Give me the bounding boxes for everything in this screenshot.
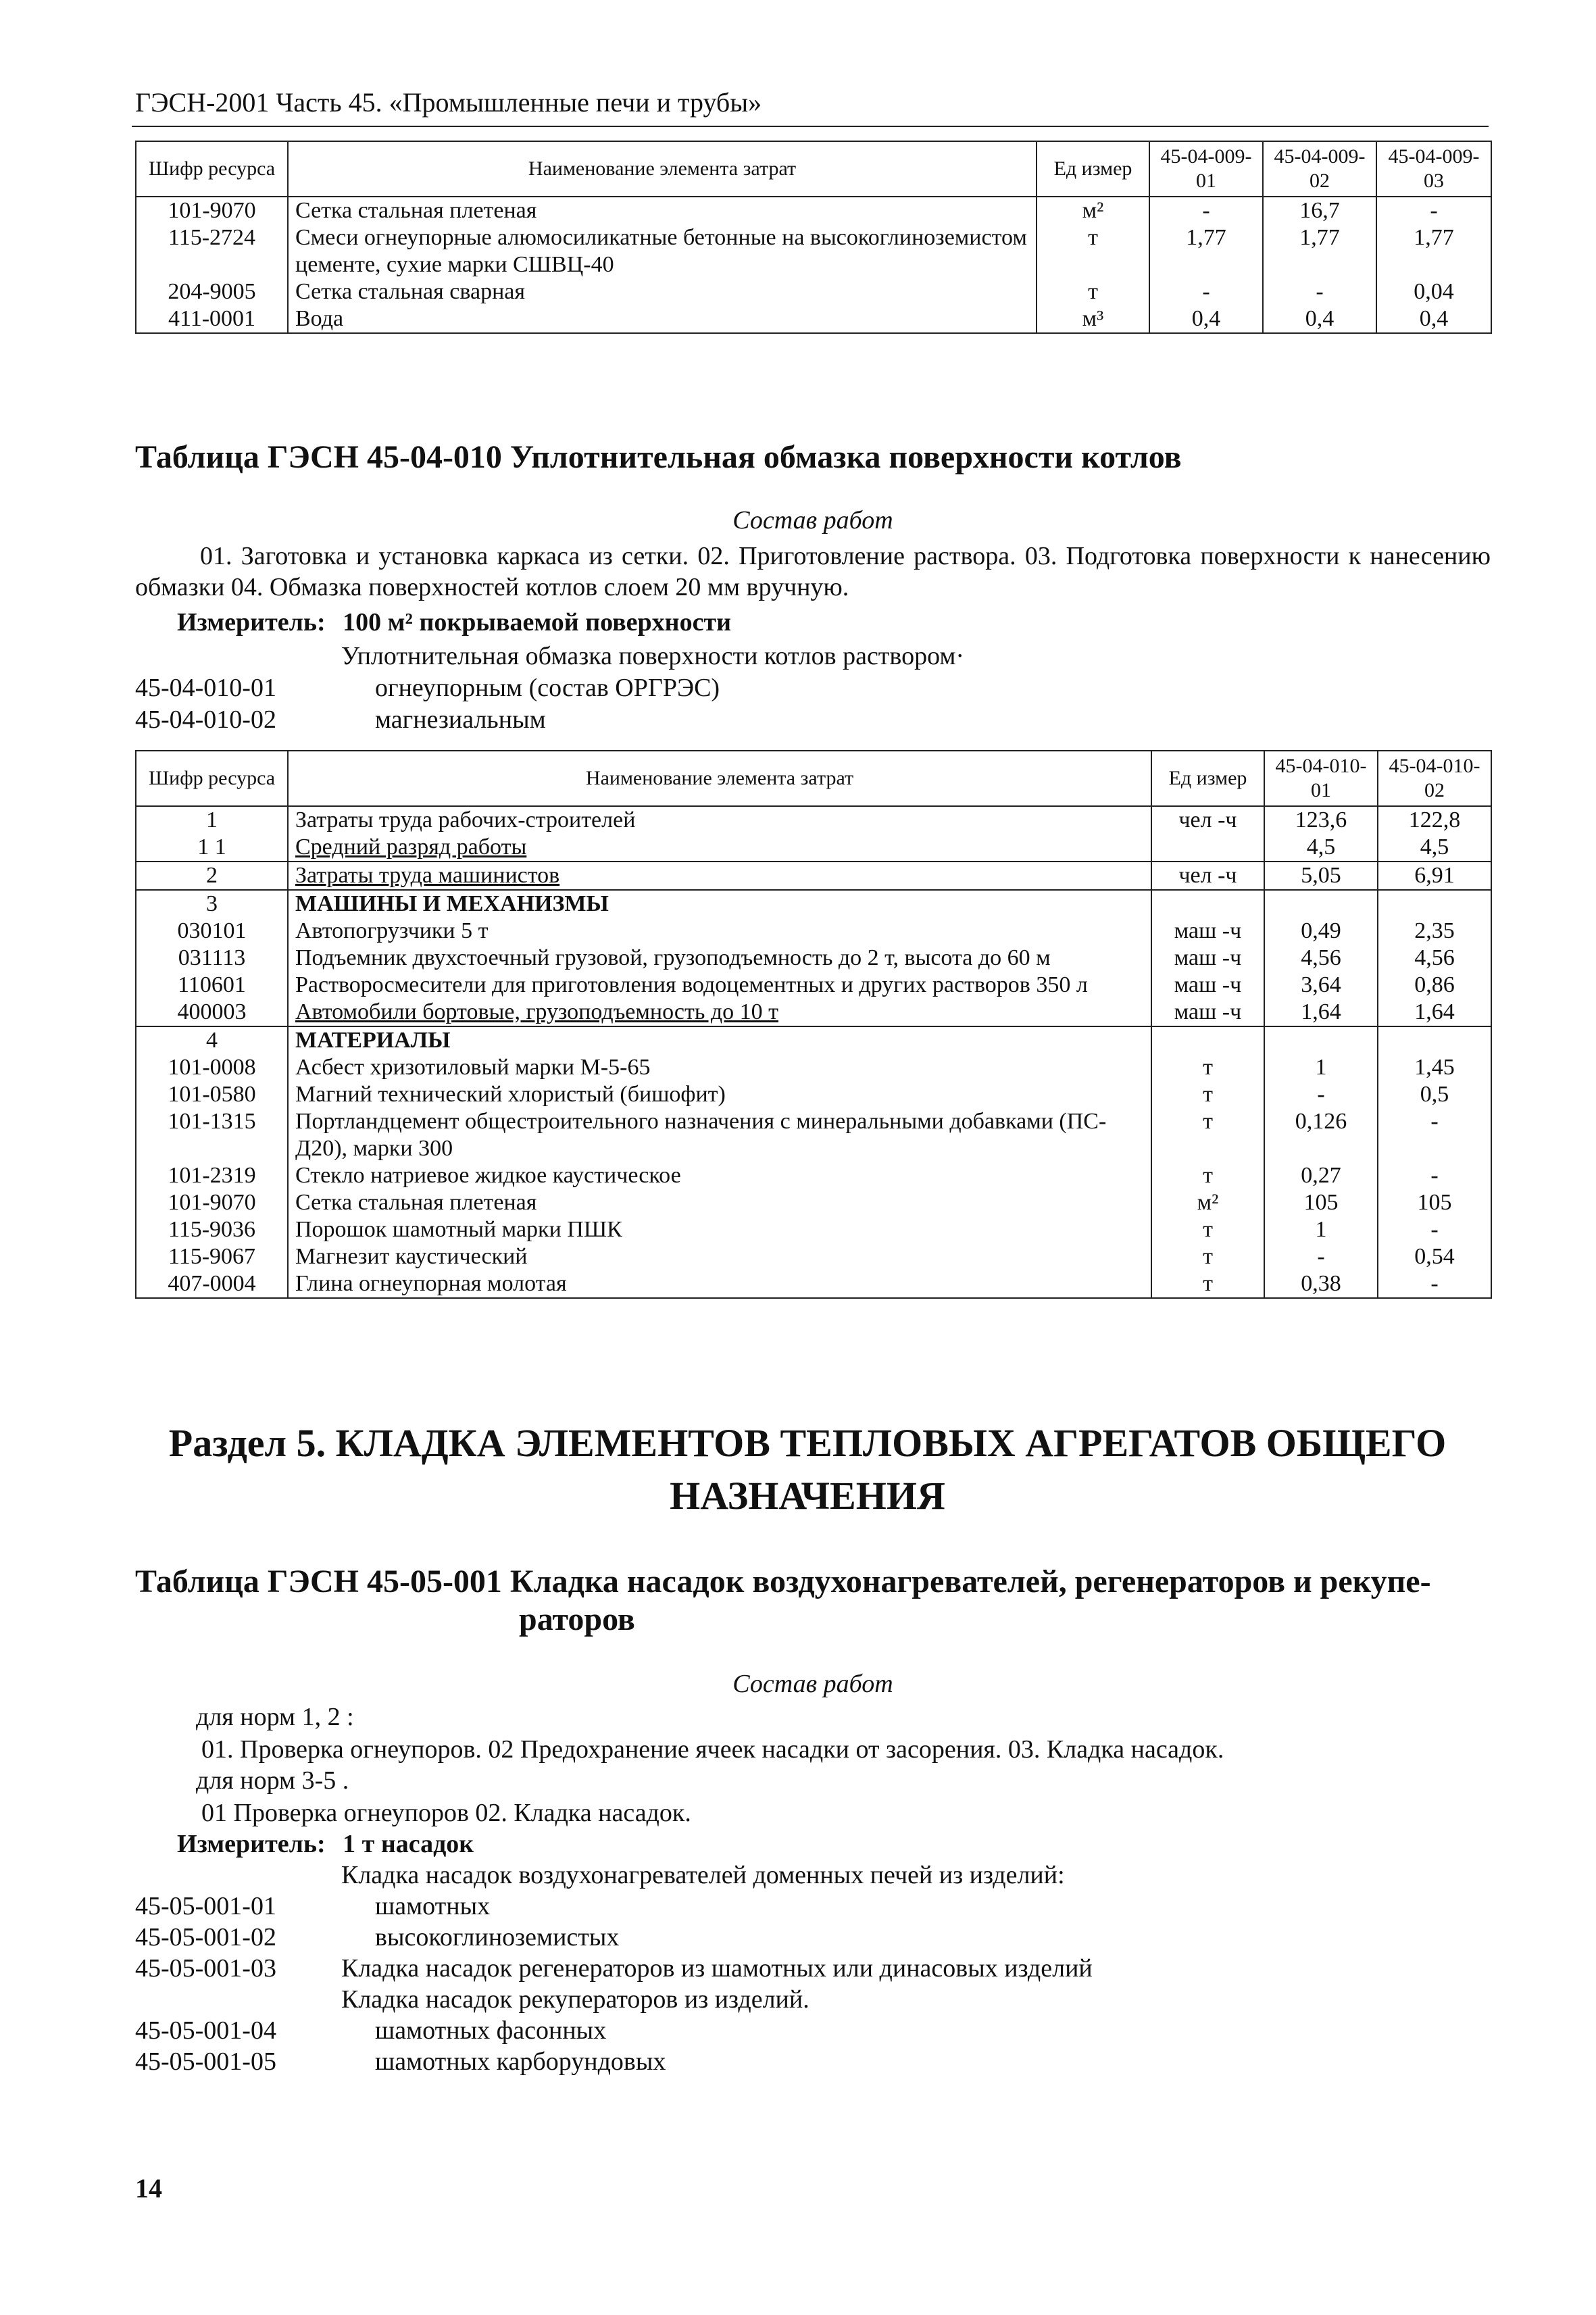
cell-value: 1 — [1264, 1054, 1378, 1081]
cell-value: 5,05 — [1264, 862, 1378, 890]
cell-value: 122,8 — [1378, 806, 1491, 834]
cell-name: Глина огнеупорная молотая — [288, 1270, 1151, 1298]
table-row — [136, 918, 1491, 945]
cell-code: 101-0008 — [136, 1054, 288, 1081]
cell-unit: маш -ч — [1151, 918, 1264, 945]
cell-name: МАШИНЫ И МЕХАНИЗМЫ — [288, 890, 1151, 918]
column-header: Наименование элемента затрат — [288, 751, 1151, 806]
variants-group-heading: Кладка насадок рекуператоров из изделий. — [341, 1985, 809, 2014]
variant-code: 45-05-001-02 — [135, 1923, 276, 1951]
variant-code: 45-04-010-01 — [135, 674, 276, 702]
cell-name: Сетка стальная сварная — [288, 278, 1037, 305]
table-title-45-05-001-cont: раторов — [519, 1601, 635, 1637]
table-row — [136, 197, 1491, 224]
cell-code: 030101 — [136, 918, 288, 945]
cell-unit: т — [1151, 1054, 1264, 1081]
cell-value: 0,38 — [1264, 1270, 1378, 1298]
norms-1-2-label: для норм 1, 2 : — [196, 1703, 354, 1731]
cell-name: Автомобили бортовые, грузоподъемность до 10 т — [288, 999, 1151, 1026]
cell-unit: т — [1151, 1243, 1264, 1270]
section-title-line1: Раздел 5. КЛАДКА ЭЛЕМЕНТОВ ТЕПЛОВЫХ АГРЕГАТОВ ОБЩЕГО — [168, 1421, 1447, 1465]
resource-table-45-04-010 — [135, 750, 1492, 1299]
cell-unit — [1151, 1026, 1264, 1054]
cell-value: 105 — [1264, 1189, 1378, 1216]
column-header: Наименование элемента затрат — [288, 141, 1037, 197]
variant-row — [135, 704, 1351, 735]
table-header-row — [136, 141, 1491, 197]
cell-unit — [1151, 834, 1264, 862]
cell-value: - — [1264, 1243, 1378, 1270]
cell-value: - — [1378, 1216, 1491, 1243]
cell-value: - — [1378, 1162, 1491, 1189]
cell-value: 6,91 — [1378, 862, 1491, 890]
variant-row — [135, 2015, 1419, 2046]
cell-name: Асбест хризотиловый марки М-5-65 — [288, 1054, 1151, 1081]
table-row — [136, 1216, 1491, 1243]
variant-code: 45-05-001-01 — [135, 1892, 276, 1920]
variants-group-heading: Кладка насадок воздухонагревателей доменных печей из изделий: — [341, 1861, 1065, 1889]
table-row — [136, 1026, 1491, 1054]
column-header: 45-04-010-02 — [1378, 751, 1491, 806]
cell-value: - — [1263, 278, 1376, 305]
cell-code: 101-1315 — [136, 1108, 288, 1162]
cell-value: 0,54 — [1378, 1243, 1491, 1270]
cell-unit — [1151, 890, 1264, 918]
norms-3-5-label: для норм 3-5 . — [196, 1766, 349, 1795]
variant-desc: высокоглиноземистых — [375, 1923, 620, 1951]
cell-code: 1 1 — [136, 834, 288, 862]
cell-value — [1264, 890, 1378, 918]
table-row — [136, 1243, 1491, 1270]
cell-value: 4,56 — [1378, 945, 1491, 972]
table-row — [136, 278, 1491, 305]
column-header: 45-04-010-01 — [1264, 751, 1378, 806]
cell-value: 0,5 — [1378, 1081, 1491, 1108]
cell-code: 407-0004 — [136, 1270, 288, 1298]
running-header: ГЭСН-2001 Часть 45. «Промышленные печи и трубы» — [135, 87, 762, 118]
resource-table-45-04-009 — [135, 141, 1492, 334]
column-header: 45-04-009-01 — [1149, 141, 1263, 197]
cell-value: 1,77 — [1263, 224, 1376, 278]
cell-value: 0,04 — [1376, 278, 1491, 305]
column-header: 45-04-009-03 — [1376, 141, 1491, 197]
variant-row — [135, 1922, 1419, 1953]
variant-desc: огнеупорным (состав ОРГРЭС) — [375, 674, 720, 702]
cell-value: 1,77 — [1149, 224, 1263, 278]
cell-value: - — [1378, 1108, 1491, 1162]
cell-code: 101-9070 — [136, 1189, 288, 1216]
meter-value: 1 т насадок — [343, 1830, 474, 1858]
cell-name: Затраты труда рабочих-строителей — [288, 806, 1151, 834]
cell-code: 400003 — [136, 999, 288, 1026]
meter-label: Измеритель: — [177, 1830, 326, 1858]
cell-value: 1,64 — [1264, 999, 1378, 1026]
cell-code: 110601 — [136, 972, 288, 999]
table-row — [136, 1081, 1491, 1108]
table-row — [136, 1189, 1491, 1216]
cell-unit: т — [1037, 224, 1149, 278]
cell-unit: т — [1151, 1216, 1264, 1243]
meter-line — [177, 607, 731, 638]
table-row — [136, 890, 1491, 918]
variant-row — [135, 1891, 1419, 1922]
cell-value: 2,35 — [1378, 918, 1491, 945]
cell-code: 3 — [136, 890, 288, 918]
variants-heading: Уплотнительная обмазка поверхности котлов раствором· — [341, 642, 965, 670]
cell-value: 0,4 — [1149, 305, 1263, 333]
cell-name: Магний технический хлористый (бишофит) — [288, 1081, 1151, 1108]
cell-value: 16,7 — [1263, 197, 1376, 224]
cell-value: 105 — [1378, 1189, 1491, 1216]
cell-name: Подъемник двухстоечный грузовой, грузоподъемность до 2 т, высота до 60 м — [288, 945, 1151, 972]
cell-value: 1,64 — [1378, 999, 1491, 1026]
cell-value: 4,5 — [1378, 834, 1491, 862]
cell-unit: чел -ч — [1151, 862, 1264, 890]
cell-unit: т — [1151, 1081, 1264, 1108]
cell-value: 4,56 — [1264, 945, 1378, 972]
variant-code: 45-04-010-02 — [135, 705, 276, 734]
cell-value: 0,86 — [1378, 972, 1491, 999]
table-row — [136, 862, 1491, 890]
table-row — [136, 305, 1491, 333]
variant-code: 45-05-001-03 — [135, 1954, 276, 1983]
variant-row — [135, 1953, 1419, 1984]
column-header: Ед измер — [1037, 141, 1149, 197]
cell-value: 4,5 — [1264, 834, 1378, 862]
cell-value: - — [1149, 197, 1263, 224]
cell-name: Смеси огнеупорные алюмосиликатные бетонные на высокоглиноземистом цементе, сухие марки СШВЦ-40 — [288, 224, 1037, 278]
cell-unit: т — [1151, 1162, 1264, 1189]
variant-desc: магнезиальным — [375, 705, 546, 734]
variant-desc: Кладка насадок регенераторов из шамотных или динасовых изделий — [341, 1954, 1093, 1983]
table-row — [136, 1054, 1491, 1081]
table-row — [136, 1162, 1491, 1189]
cell-name: Порошок шамотный марки ПШК — [288, 1216, 1151, 1243]
variant-desc: шамотных фасонных — [375, 2016, 607, 2045]
cell-unit: маш -ч — [1151, 945, 1264, 972]
cell-code: 031113 — [136, 945, 288, 972]
cell-value: 123,6 — [1264, 806, 1378, 834]
composition-text: 01. Заготовка и установка каркаса из сетки. 02. Приготовление раствора. 03. Подготовка поверхности к нанесению обмазки 04. Обмазка поверхностей котлов слоем 20 мм вручную. — [135, 542, 1491, 601]
cell-code: 204-9005 — [136, 278, 288, 305]
cell-value: 1 — [1264, 1216, 1378, 1243]
cell-name: Автопогрузчики 5 т — [288, 918, 1151, 945]
norms-3-5-text: 01 Проверка огнеупоров 02. Кладка насадок. — [201, 1799, 691, 1827]
variant-code: 45-05-001-05 — [135, 2047, 276, 2076]
cell-value — [1378, 1026, 1491, 1054]
cell-name: Сетка стальная плетеная — [288, 1189, 1151, 1216]
table-title-45-05-001: Таблица ГЭСН 45-05-001 Кладка насадок воздухонагревателей, регенераторов и рекупе- — [135, 1564, 1431, 1599]
cell-unit: чел -ч — [1151, 806, 1264, 834]
cell-name: Стекло натриевое жидкое каустическое — [288, 1162, 1151, 1189]
composition-heading: Состав работ — [732, 1670, 893, 1698]
meter-value: 100 м² покрываемой поверхности — [343, 608, 731, 637]
variant-desc: шамотных — [375, 1892, 491, 1920]
cell-value: 0,49 — [1264, 918, 1378, 945]
table-row — [136, 224, 1491, 278]
cell-unit: т — [1151, 1270, 1264, 1298]
cell-name: Растворосмесители для приготовления водоцементных и других растворов 350 л — [288, 972, 1151, 999]
table-row — [136, 945, 1491, 972]
cell-value: 1,77 — [1376, 224, 1491, 278]
variant-row — [135, 2046, 1419, 2077]
column-header: Ед измер — [1151, 751, 1264, 806]
cell-code: 101-9070 — [136, 197, 288, 224]
table-title-45-04-010: Таблица ГЭСН 45-04-010 Уплотнительная обмазка поверхности котлов — [135, 439, 1182, 475]
cell-code: 101-2319 — [136, 1162, 288, 1189]
column-header: Шифр ресурса — [136, 141, 288, 197]
cell-name: Затраты труда машинистов — [288, 862, 1151, 890]
cell-name: МАТЕРИАЛЫ — [288, 1026, 1151, 1054]
cell-value — [1264, 1026, 1378, 1054]
cell-value — [1378, 890, 1491, 918]
cell-unit: маш -ч — [1151, 999, 1264, 1026]
table-row — [136, 999, 1491, 1026]
header-divider — [132, 126, 1489, 127]
cell-code: 2 — [136, 862, 288, 890]
cell-code: 1 — [136, 806, 288, 834]
meter-line — [177, 1828, 474, 1860]
variant-desc: шамотных карборундовых — [375, 2047, 666, 2076]
cell-code: 101-0580 — [136, 1081, 288, 1108]
table-row — [136, 806, 1491, 834]
composition-heading: Состав работ — [732, 506, 893, 534]
cell-value: 3,64 — [1264, 972, 1378, 999]
cell-code: 115-9036 — [136, 1216, 288, 1243]
table-row — [136, 1108, 1491, 1162]
cell-name: Средний разряд работы — [288, 834, 1151, 862]
page-number: 14 — [135, 2173, 162, 2204]
cell-value: 1,45 — [1378, 1054, 1491, 1081]
cell-name: Портландцемент общестроительного назначения с минеральными добавками (ПС-Д20), марки 300 — [288, 1108, 1151, 1162]
norms-1-2-text: 01. Проверка огнеупоров. 02 Предохранение ячеек насадки от засорения. 03. Кладка насадок. — [201, 1735, 1224, 1764]
cell-unit: маш -ч — [1151, 972, 1264, 999]
section-title-line2: НАЗНАЧЕНИЯ — [670, 1474, 945, 1518]
variant-row — [135, 672, 1351, 703]
cell-code: 4 — [136, 1026, 288, 1054]
cell-name: Сетка стальная плетеная — [288, 197, 1037, 224]
cell-unit: м³ — [1037, 305, 1149, 333]
cell-name: Вода — [288, 305, 1037, 333]
cell-unit: т — [1037, 278, 1149, 305]
cell-unit: м² — [1037, 197, 1149, 224]
cell-code: 115-2724 — [136, 224, 288, 278]
cell-unit: м² — [1151, 1189, 1264, 1216]
table-row — [136, 1270, 1491, 1298]
meter-label: Измеритель: — [177, 608, 326, 637]
cell-code: 115-9067 — [136, 1243, 288, 1270]
column-header: Шифр ресурса — [136, 751, 288, 806]
cell-unit: т — [1151, 1108, 1264, 1162]
cell-value: 0,4 — [1263, 305, 1376, 333]
cell-value: 0,27 — [1264, 1162, 1378, 1189]
cell-name: Магнезит каустический — [288, 1243, 1151, 1270]
cell-value: - — [1376, 197, 1491, 224]
cell-value: 0,126 — [1264, 1108, 1378, 1162]
table-header-row — [136, 751, 1491, 806]
table-row — [136, 972, 1491, 999]
cell-value: - — [1378, 1270, 1491, 1298]
cell-value: - — [1264, 1081, 1378, 1108]
table-row — [136, 834, 1491, 862]
cell-code: 411-0001 — [136, 305, 288, 333]
cell-value: 0,4 — [1376, 305, 1491, 333]
column-header: 45-04-009-02 — [1263, 141, 1376, 197]
cell-value: - — [1149, 278, 1263, 305]
variant-code: 45-05-001-04 — [135, 2016, 276, 2045]
